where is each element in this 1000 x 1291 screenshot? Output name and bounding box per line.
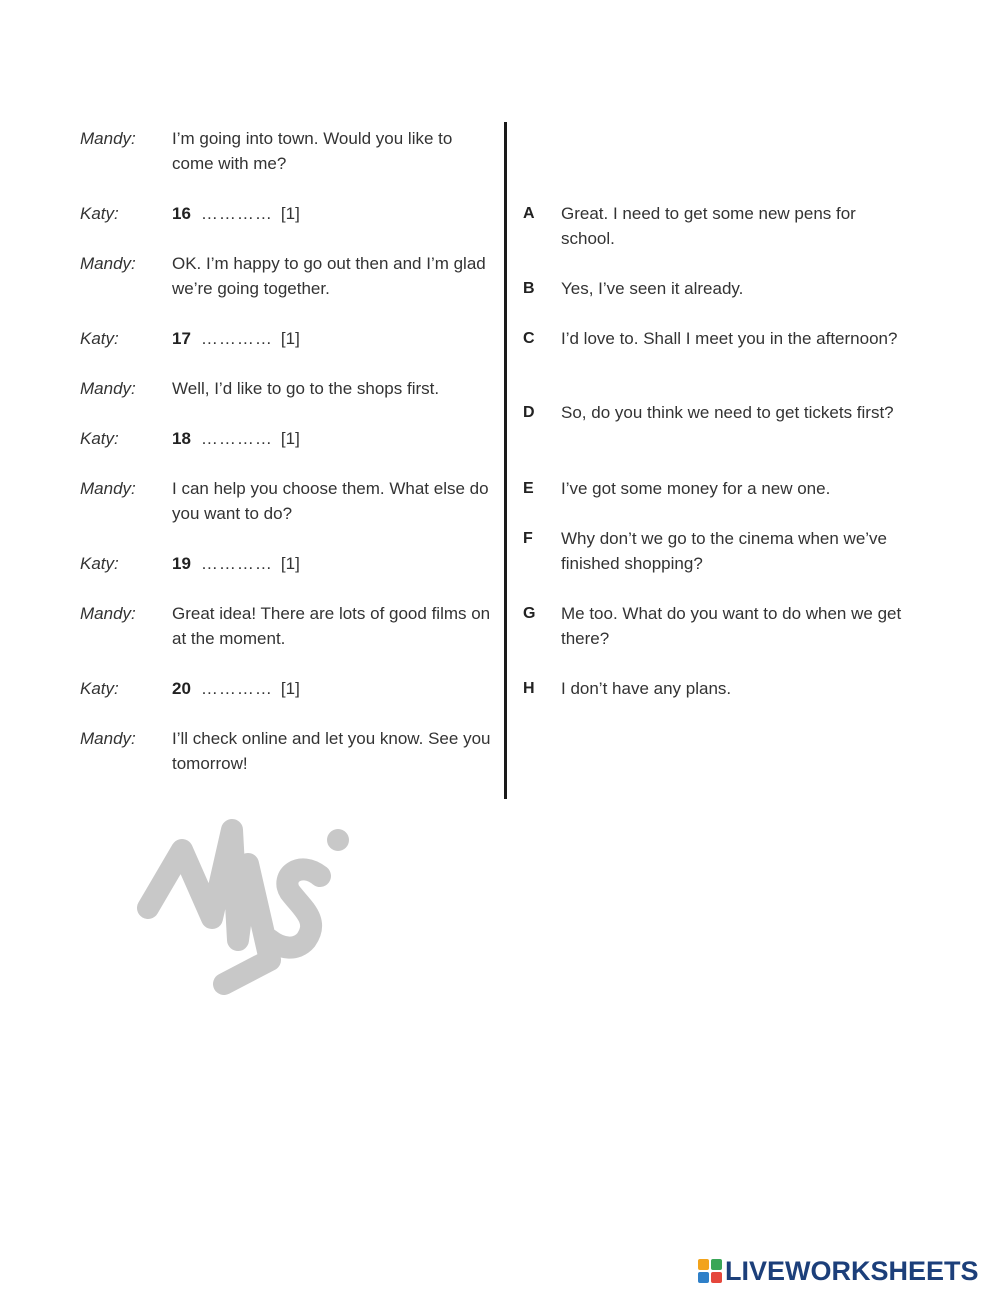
option-letter: C (523, 330, 535, 347)
option-text: I don’t have any plans. (561, 679, 732, 698)
column-divider (504, 122, 507, 799)
option-letter: A (523, 205, 535, 222)
gap-mark: [1] (280, 554, 300, 573)
dialogue-text: I’ll check online and let you know. See you tomorrow! (172, 729, 491, 773)
gap-mark: [1] (280, 329, 300, 348)
speaker-name: Katy: (80, 329, 119, 348)
option-text: So, do you think we need to get tickets first? (561, 403, 894, 422)
speaker-name: Katy: (80, 429, 119, 448)
option-text: Me too. What do you want to do when we get there? (561, 604, 902, 648)
speaker-name: Katy: (80, 679, 119, 698)
gap-dots: ………… (200, 554, 273, 573)
option-text: Great. I need to get some new pens for school. (561, 204, 856, 248)
answer-gap[interactable] (172, 426, 497, 451)
dialogue-text: Great idea! There are lots of good films on at the moment. (172, 604, 491, 648)
dialogue-text: I can help you choose them. What else do you want to do? (172, 479, 489, 523)
dialogue-text: Well, I’d like to go to the shops first. (172, 379, 440, 398)
option-letter: B (523, 280, 535, 297)
speaker-name: Mandy: (80, 254, 136, 273)
option-text: I’d love to. Shall I meet you in the afternoon? (561, 329, 898, 348)
speaker-name: Katy: (80, 554, 119, 573)
gap-number: 16 (172, 204, 191, 223)
gap-dots: ………… (200, 679, 273, 698)
answer-gap[interactable] (172, 551, 497, 576)
watermark-ms (120, 790, 380, 1010)
option-letter: G (523, 605, 536, 622)
option-letter: E (523, 480, 534, 497)
answer-gap[interactable] (172, 326, 497, 351)
gap-dots: ………… (200, 204, 273, 223)
gap-mark: [1] (280, 679, 300, 698)
speaker-name: Mandy: (80, 379, 136, 398)
speaker-name: Katy: (80, 204, 119, 223)
gap-number: 18 (172, 429, 191, 448)
option-letter: H (523, 680, 535, 697)
option-letter: D (523, 404, 535, 421)
gap-mark: [1] (280, 429, 300, 448)
gap-number: 17 (172, 329, 191, 348)
option-letter: F (523, 530, 533, 547)
answer-gap[interactable] (172, 676, 497, 701)
dialogue-text: I’m going into town. Would you like to come with me? (172, 129, 453, 173)
option-text: Yes, I’ve seen it already. (561, 279, 744, 298)
dialogue-text: OK. I’m happy to go out then and I’m glad we’re going together. (172, 254, 486, 298)
speaker-name: Mandy: (80, 604, 136, 623)
option-text: Why don’t we go to the cinema when we’ve finished shopping? (561, 529, 888, 573)
liveworksheets-logo-icon (698, 1259, 722, 1283)
speaker-name: Mandy: (80, 729, 136, 748)
speaker-name: Mandy: (80, 479, 136, 498)
logo-text: LIVEWORKSHEETS (725, 1256, 979, 1286)
gap-mark: [1] (280, 204, 300, 223)
gap-number: 19 (172, 554, 191, 573)
answer-gap[interactable] (172, 201, 497, 226)
speaker-name: Mandy: (80, 129, 136, 148)
liveworksheets-logo (698, 1256, 979, 1286)
gap-dots: ………… (200, 329, 273, 348)
option-text: I’ve got some money for a new one. (561, 479, 831, 498)
gap-dots: ………… (200, 429, 273, 448)
gap-number: 20 (172, 679, 191, 698)
